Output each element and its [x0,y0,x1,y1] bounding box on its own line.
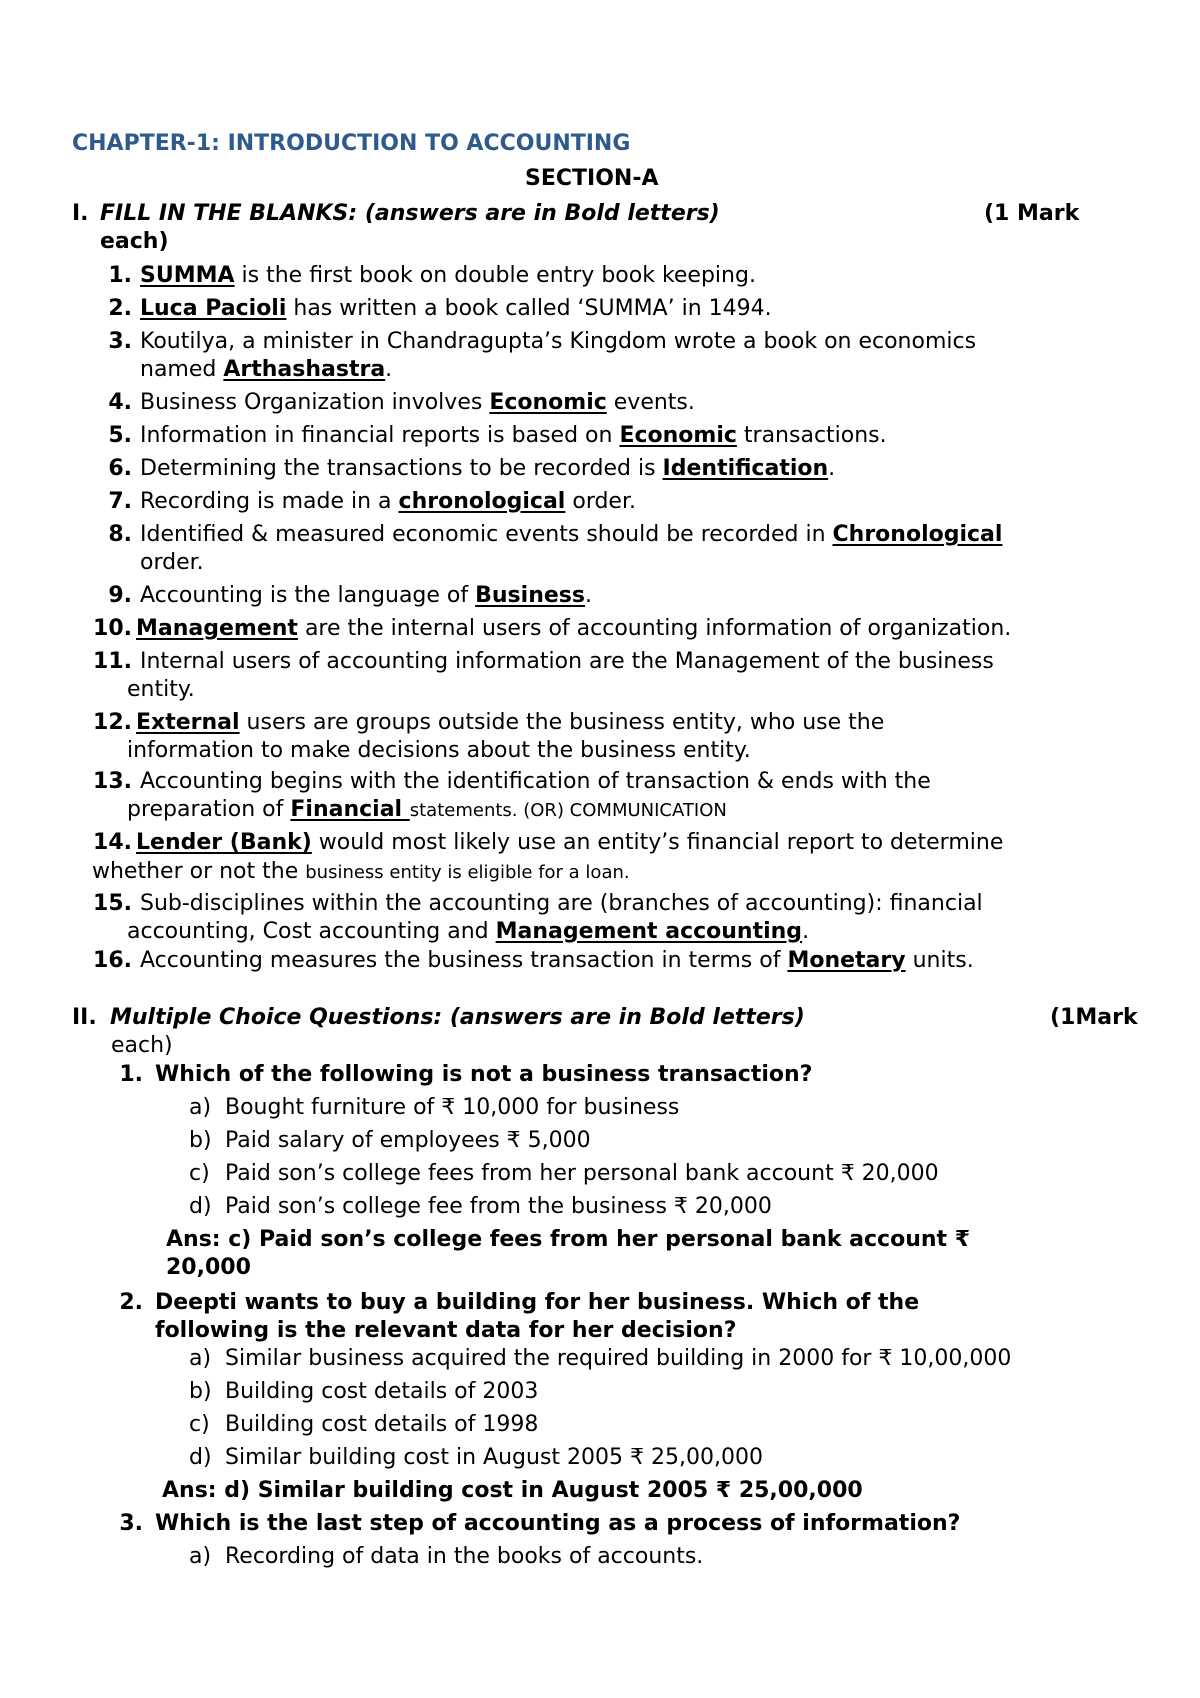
fib-number: 12. [93,710,132,735]
fib-number: 16. [93,948,132,973]
fib-item: accounting, Cost accounting and Management accounting. [127,919,810,944]
fib-item: Information in financial reports is based on Economic transactions. [140,423,887,448]
fib-item: Identified & measured economic events should be recorded in Chronological [140,522,1003,547]
mcq-option-label: b) [189,1379,212,1404]
fib-item: Luca Pacioli has written a book called ‘SUMMA’ in 1494. [140,296,772,321]
part1-marks-cont: each) [100,229,169,254]
fib-answer: Identification [662,456,829,481]
fib-number: 15. [93,891,132,916]
mcq-option-label: d) [189,1194,212,1219]
fib-answer: Financial [290,797,410,822]
mcq-option-label: a) [189,1346,212,1371]
fib-number: 10. [93,616,132,641]
mcq-option: Building cost details of 2003 [225,1379,539,1404]
fib-answer: Management [136,616,298,641]
fib-number: 13. [93,769,132,794]
fib-item: Accounting measures the business transaction in terms of Monetary units. [140,948,974,973]
mcq-question-line2: following is the relevant data for her decision? [155,1318,737,1343]
fib-number: 8. [108,522,132,547]
fib-answer: Arthashastra [223,357,386,382]
fib-number: 6. [108,456,132,481]
fib-number: 7. [108,489,132,514]
mcq-question: Which is the last step of accounting as a process of information? [155,1511,961,1536]
fib-answer: Management [495,919,666,944]
fib-answer: Luca Pacioli [140,296,287,321]
part1-roman: I. [72,201,89,226]
fib-answer: Economic [619,423,737,448]
part2-roman: II. [72,1005,97,1030]
section-title: SECTION-A [525,166,659,191]
fib-answer: SUMMA [140,263,235,288]
fib-item: Recording is made in a chronological order. [140,489,636,514]
mcq-option: Bought furniture of ₹ 10,000 for business [225,1095,680,1120]
mcq-option: Building cost details of 1998 [225,1412,539,1437]
fib-item: Determining the transactions to be recorded is Identification. [140,456,836,481]
fib-answer: Lender (Bank) [136,830,312,855]
mcq-option: Paid son’s college fee from the business ₹ 20,000 [225,1194,772,1219]
fib-answer: Monetary [787,948,906,973]
fib-item: Lender (Bank) would most likely use an entity’s financial report to determine [136,830,1004,855]
part2-marks-cont: each) [111,1033,173,1058]
mcq-option: Paid salary of employees ₹ 5,000 [225,1128,591,1153]
fib-answer: Chronological [832,522,1003,547]
mcq-answer: Ans: c) Paid son’s college fees from her personal bank account ₹ [166,1227,970,1252]
fib-item-line1: Accounting begins with the identification of transaction & ends with the [140,769,931,794]
mcq-number: 1. [119,1062,143,1087]
fib-item: Management are the internal users of accounting information of organization. [136,616,1012,641]
mcq-option: Similar business acquired the required building in 2000 for ₹ 10,00,000 [225,1346,1012,1371]
fib-number: 3. [108,329,132,354]
mcq-option-label: a) [189,1095,212,1120]
mcq-option-label: c) [189,1161,210,1186]
mcq-question: Deepti wants to buy a building for her business. Which of the [155,1290,920,1315]
chapter-title: CHAPTER-1: INTRODUCTION TO ACCOUNTING [72,131,631,156]
mcq-answer-line2: 20,000 [166,1255,251,1280]
fib-answer: External [136,710,240,735]
part1-heading: FILL IN THE BLANKS: (answers are in Bold letters) [100,201,720,226]
fib-item: SUMMA is the first book on double entry book keeping. [140,263,756,288]
mcq-option: Paid son’s college fees from her personal bank account ₹ 20,000 [225,1161,939,1186]
fib-item: named Arthashastra. [140,357,393,382]
fib-number: 4. [108,390,132,415]
fib-item: Internal users of accounting information are the Management of the business [140,649,994,674]
fib-number: 5. [108,423,132,448]
fib-item-line2: information to make decisions about the business entity. [127,738,751,763]
fib-number: 11. [93,649,132,674]
part2-marks: (1Mark [1050,1005,1138,1030]
part2-heading: Multiple Choice Questions: (answers are in Bold letters) [110,1005,805,1030]
fib-number: 9. [108,583,132,608]
part1-marks: (1 Mark [984,201,1080,226]
fib-answer: Business [475,583,585,608]
fib-item-line2: order. [140,550,204,575]
fib-item: preparation of Financial statements. (OR) COMMUNICATION [127,797,727,822]
fib-number: 14. [93,830,132,855]
mcq-option-label: b) [189,1128,212,1153]
mcq-question: Which of the following is not a business transaction? [155,1062,813,1087]
fib-number: 1. [108,263,132,288]
mcq-option-label: c) [189,1412,210,1437]
mcq-number: 3. [119,1511,143,1536]
mcq-option-label: d) [189,1445,212,1470]
fib-item: External users are groups outside the business entity, who use the [136,710,885,735]
fib-item-line2: entity. [127,677,195,702]
fib-item: Accounting is the language of Business. [140,583,592,608]
fib-item: Business Organization involves Economic events. [140,390,695,415]
mcq-option-label: a) [189,1544,212,1569]
fib-item-line2: whether or not the business entity is eligible for a loan. [92,859,630,884]
fib-answer: chronological [398,489,566,514]
mcq-answer: Ans: d) Similar building cost in August 2005 ₹ 25,00,000 [162,1478,863,1503]
fib-answer: accounting [665,919,803,944]
fib-item-line1: Sub-disciplines within the accounting are (branches of accounting): financial [140,891,983,916]
fib-item-line1: Koutilya, a minister in Chandragupta’s Kingdom wrote a book on economics [140,329,977,354]
fib-answer: Economic [489,390,607,415]
fib-number: 2. [108,296,132,321]
mcq-option: Similar building cost in August 2005 ₹ 25,00,000 [225,1445,763,1470]
mcq-number: 2. [119,1290,143,1315]
mcq-option: Recording of data in the books of accounts. [225,1544,704,1569]
